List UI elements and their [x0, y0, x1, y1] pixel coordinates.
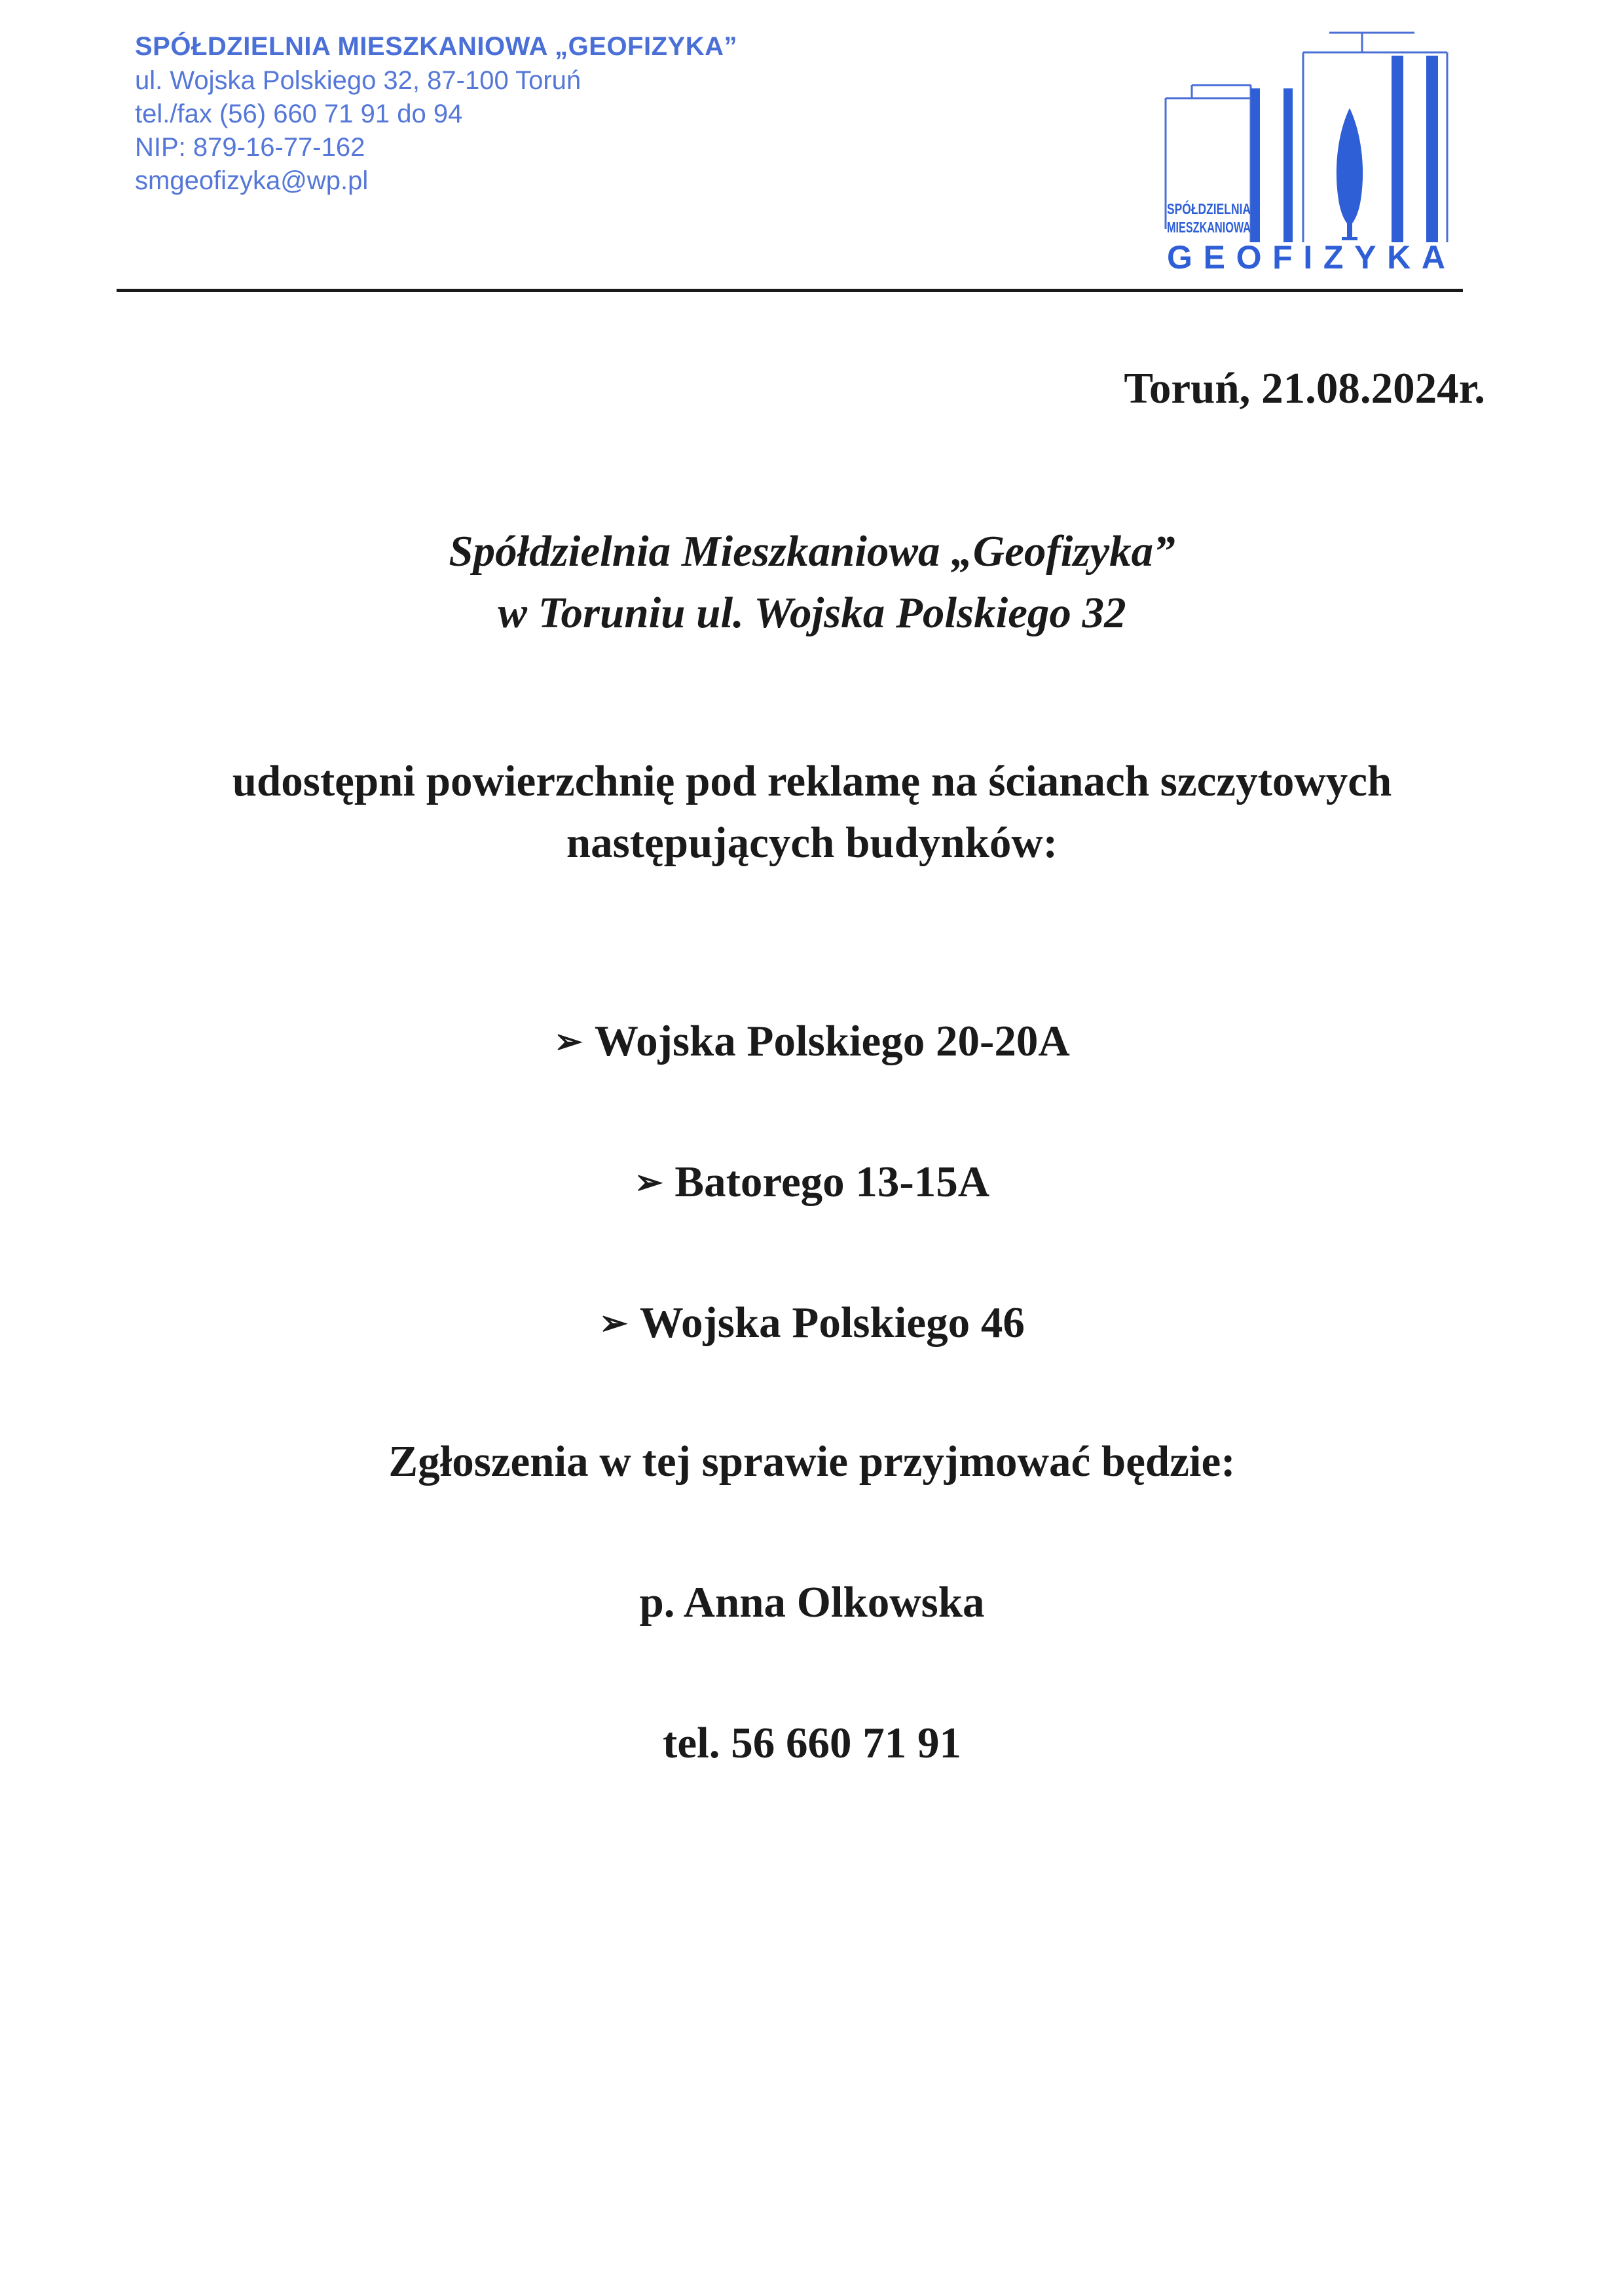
letterhead-nip: NIP: 879-16-77-162 [135, 133, 365, 162]
announcement-line-2: następujących budynków: [566, 818, 1058, 867]
building-name: Batorego 13-15A [674, 1158, 990, 1206]
building-name: Wojska Polskiego 46 [639, 1298, 1025, 1347]
contact-person: p. Anna Olkowska [639, 1578, 985, 1626]
geofizyka-logo [1153, 26, 1460, 285]
announcement-line-1: udostępni powierzchnię pod reklamę na ścianach szczytowych [232, 757, 1392, 805]
letterhead [135, 29, 921, 198]
letterhead-email: smgeofizyka@wp.pl [135, 166, 369, 195]
organization-line-1: Spółdzielnia Mieszkaniowa „Geofizyka” [449, 527, 1175, 576]
contact-intro: Zgłoszenia w tej sprawie przyjmować będzie: [388, 1437, 1236, 1486]
letterhead-phone: tel./fax (56) 660 71 91 do 94 [135, 100, 463, 128]
building-name: Wojska Polskiego 20-20A [594, 1017, 1070, 1065]
building-item [0, 1298, 1624, 1348]
logo-line-2: MIESZKANIOWA [1167, 219, 1251, 236]
arrow-bullet-icon: ➢ [634, 1164, 663, 1202]
document-date: Toruń, 21.08.2024r. [1124, 364, 1485, 413]
arrow-bullet-icon: ➢ [554, 1023, 583, 1061]
building-item [0, 1017, 1624, 1067]
contact-phone: tel. 56 660 71 91 [663, 1719, 961, 1767]
organization-line-2: w Toruniu ul. Wojska Polskiego 32 [498, 589, 1126, 637]
logo-wordmark: GEOFIZYKA [1167, 239, 1445, 276]
logo-line-1: SPÓŁDZIELNIA [1167, 200, 1278, 217]
arrow-bullet-icon: ➢ [599, 1305, 628, 1342]
letterhead-address: ul. Wojska Polskiego 32, 87-100 Toruń [135, 66, 581, 95]
letterhead-name: SPÓŁDZIELNIA MIESZKANIOWA „GEOFIZYKA” [135, 32, 737, 61]
building-item [0, 1158, 1624, 1207]
header-divider [117, 289, 1463, 292]
